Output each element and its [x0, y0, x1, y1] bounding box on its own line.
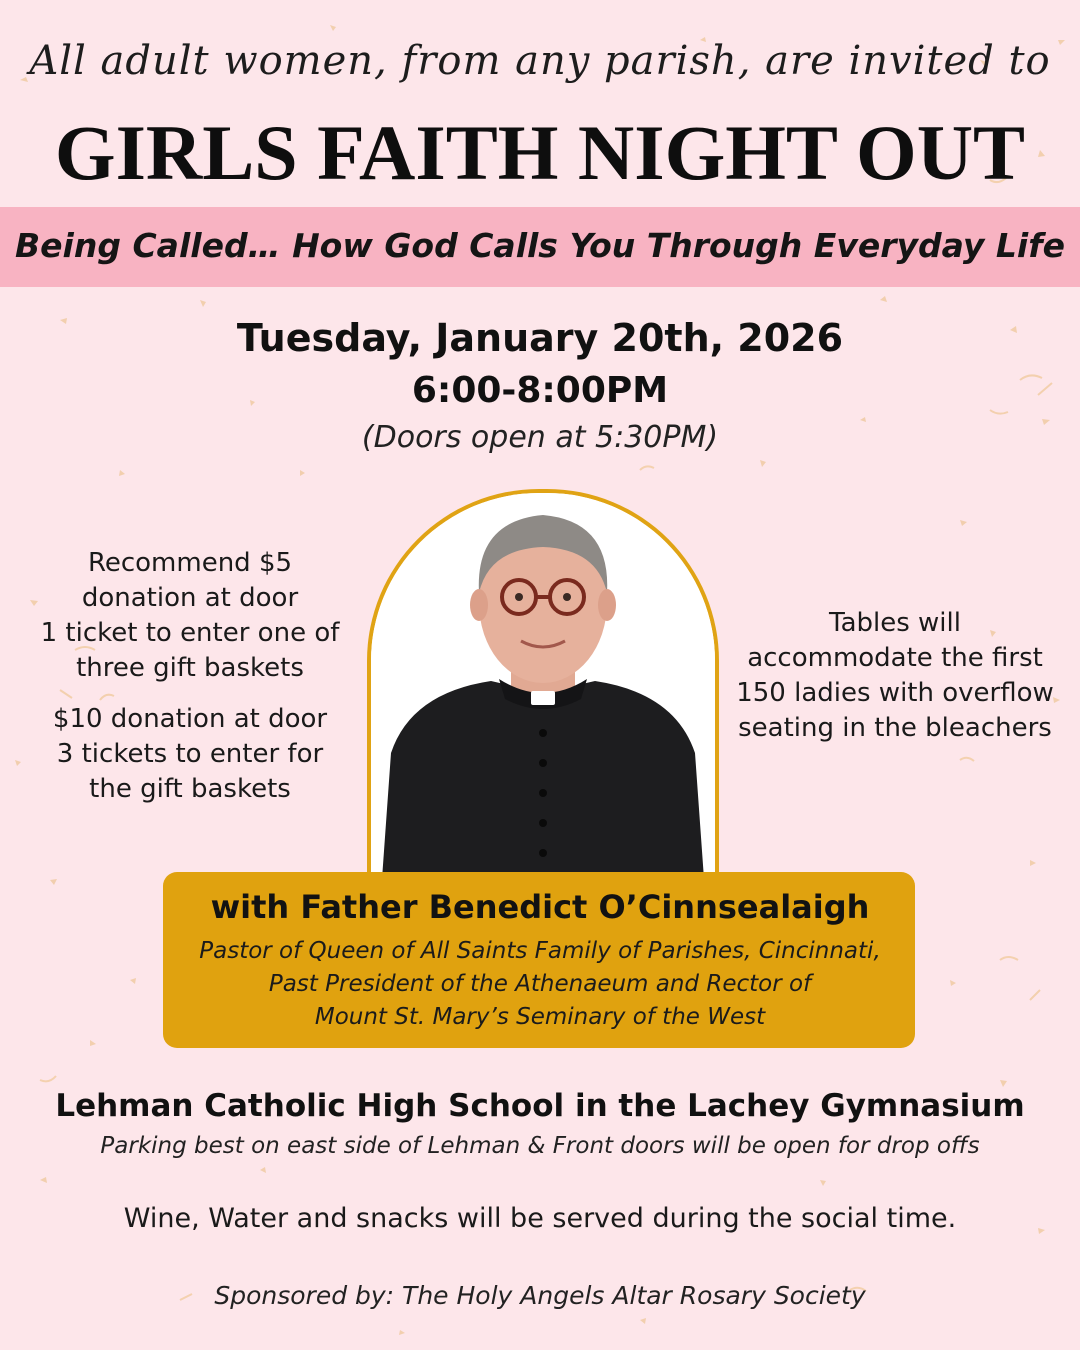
donation-five-block [30, 546, 350, 686]
donation-ten-block [30, 702, 350, 807]
seating-line: 150 ladies with overflow [736, 678, 1054, 708]
sponsor-line: Sponsored by: The Holy Angels Altar Rosary Society [214, 1281, 866, 1310]
donation-five-line: Recommend $5 [87, 548, 293, 578]
donation-ten-line: the gift baskets [89, 774, 291, 804]
speaker-name: with Father Benedict O’Cinnsealaigh [210, 888, 870, 926]
parking-note: Parking best on east side of Lehman & Front doors will be open for drop offs [100, 1133, 980, 1159]
event-time: 6:00-8:00PM [411, 370, 669, 411]
speaker-portrait [371, 493, 715, 893]
seating-line: accommodate the first [747, 643, 1043, 673]
refreshments-note: Wine, Water and snacks will be served during the social time. [123, 1203, 957, 1234]
invite-line: All adult women, from any parish, are invited to [29, 38, 1051, 84]
speaker-photo-frame [367, 489, 719, 893]
speaker-role-line: Mount St. Mary’s Seminary of the West [314, 1004, 766, 1030]
donation-ten-line: $10 donation at door [52, 704, 328, 734]
donation-ten-line: 3 tickets to enter for [56, 739, 324, 769]
venue-name: Lehman Catholic High School in the Lachey Gymnasium [55, 1088, 1025, 1124]
speaker-role-line: Past President of the Athenaeum and Rector of [268, 971, 812, 997]
speaker-role-line: Pastor of Queen of All Saints Family of Parishes, Cincinnati, [199, 938, 881, 964]
donation-five-line: 1 ticket to enter one of [40, 618, 340, 648]
doors-open-note: (Doors open at 5:30PM) [361, 420, 719, 455]
subtitle: Being Called… How God Calls You Through Everyday Life [15, 226, 1065, 265]
donation-five-line: three gift baskets [76, 653, 304, 683]
donation-five-line: donation at door [81, 583, 299, 613]
event-date: Tuesday, January 20th, 2026 [236, 316, 844, 360]
seating-line: seating in the bleachers [738, 713, 1052, 743]
seating-note [730, 606, 1060, 746]
page-title: GIRLS FAITH NIGHT OUT [54, 109, 1026, 196]
seating-line: Tables will [829, 608, 961, 638]
